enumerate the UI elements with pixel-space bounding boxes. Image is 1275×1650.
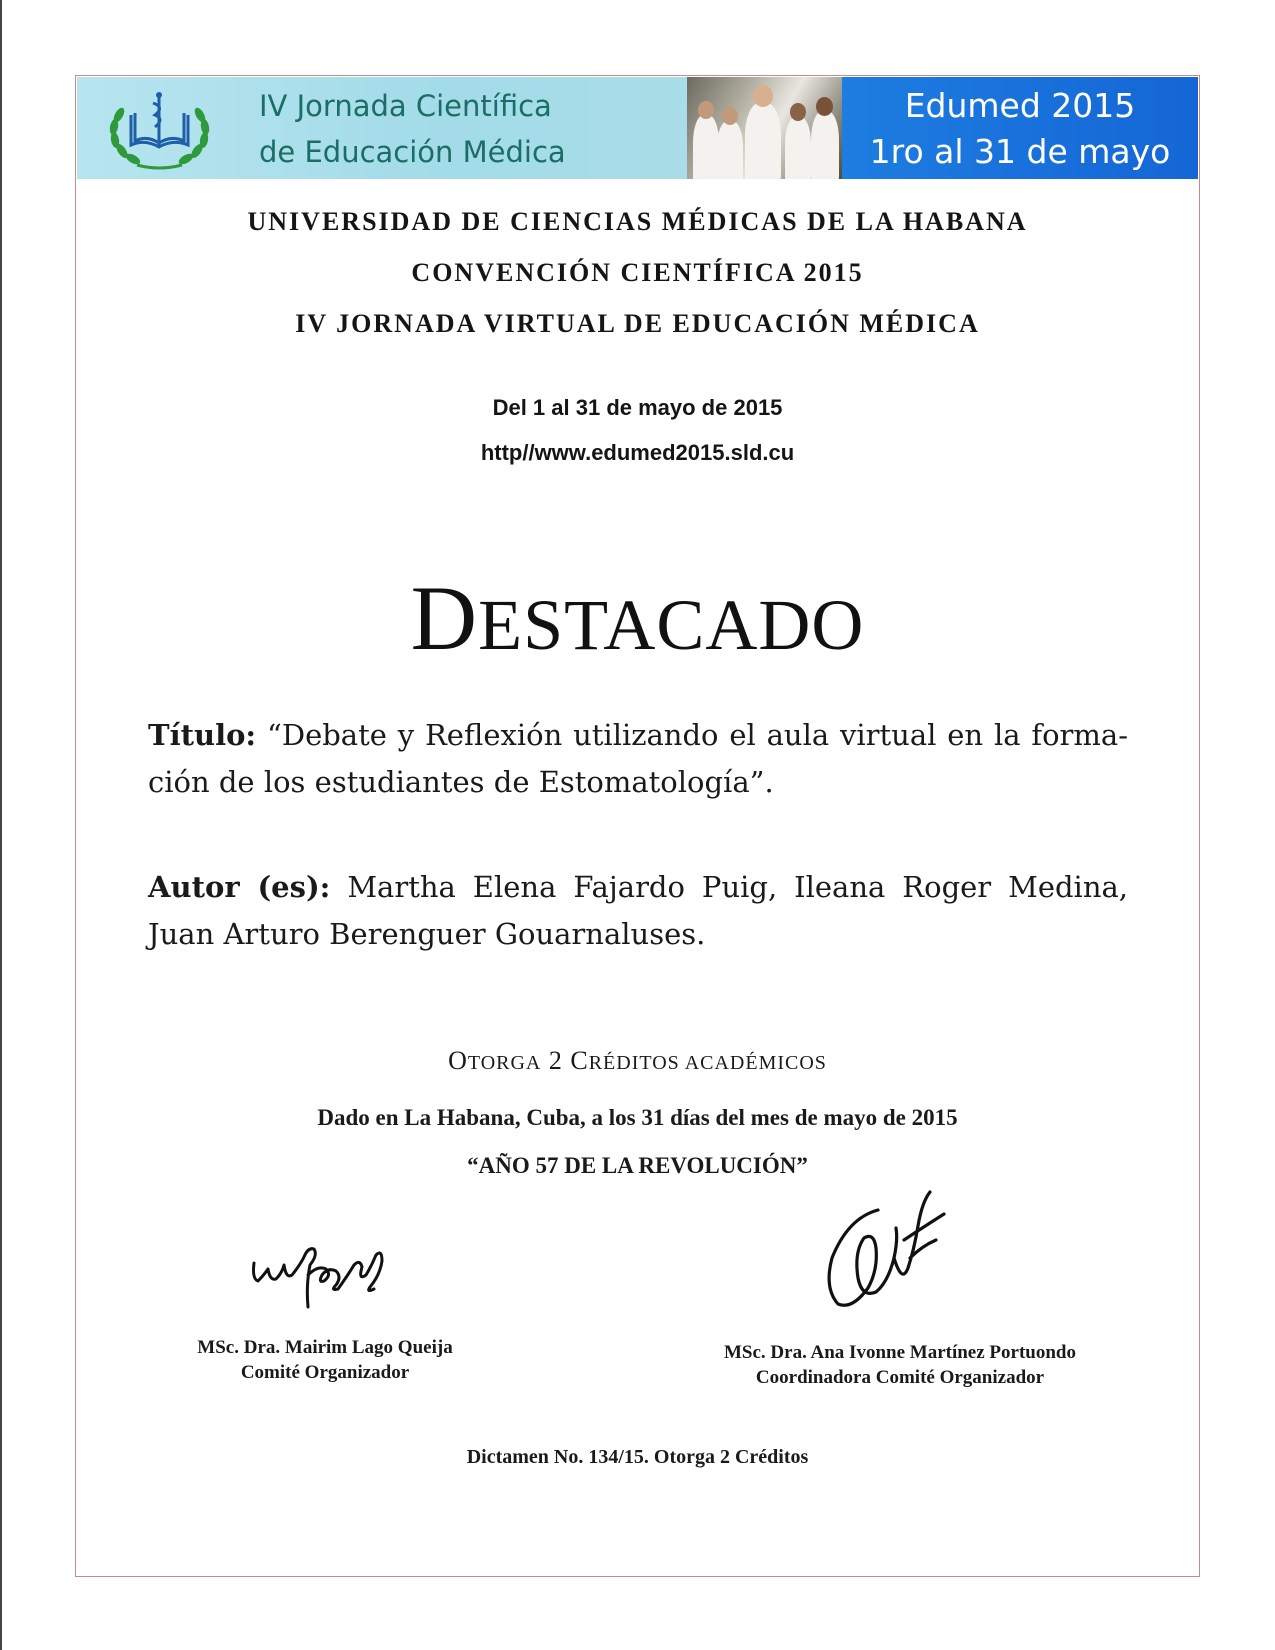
work-title-paragraph: [148, 712, 1128, 806]
event-url: http//www.edumed2015.sld.cu: [480, 440, 795, 465]
work-title-text: “Debate y Reflexión utilizando el aula virtual en la forma-ción de los estudiantes de Estomatología”.: [148, 718, 1128, 799]
event-dates: Del 1 al 31 de mayo de 2015: [492, 395, 783, 420]
authors-label: Autor (es):: [148, 870, 331, 904]
credits-c-rest: RÉDITOS ACADÉMICOS: [588, 1052, 827, 1074]
signatory-left-name: MSc. Dra. Mairim Lago Queija: [197, 1337, 453, 1358]
certificate-heading: [77, 565, 1198, 671]
authors-paragraph: [148, 864, 1128, 958]
signatory-right: [660, 1340, 1140, 1390]
credits-o-initial: O: [448, 1046, 468, 1075]
credits-number: 2: [541, 1046, 571, 1075]
authors-text: Martha Elena Fajardo Puig, Ileana Roger Medina, Juan Arturo Berenguer Gouarnaluses.: [148, 870, 1129, 951]
convention-heading: CONVENCIÓN CIENTÍFICA 2015: [411, 258, 864, 287]
work-title-label: Título:: [148, 718, 257, 752]
banner-photo-medical-staff: [687, 77, 842, 179]
banner-title-line2: de Educación Médica: [259, 135, 566, 169]
university-heading: UNIVERSIDAD DE CIENCIAS MÉDICAS DE LA HABANA: [247, 207, 1028, 236]
signatory-right-name: MSc. Dra. Ana Ivonne Martínez Portuondo: [723, 1342, 1076, 1363]
signatory-right-role: Coordinadora Comité Organizador: [755, 1367, 1045, 1388]
banner-event-line1: Edumed 2015: [904, 86, 1136, 125]
signatory-left-role: Comité Organizador: [240, 1362, 410, 1383]
given-in-line: Dado en La Habana, Cuba, a los 31 días del mes de mayo de 2015: [317, 1105, 958, 1130]
event-banner: [77, 77, 1198, 179]
dictamen-line: Dictamen No. 134/15. Otorga 2 Créditos: [466, 1446, 809, 1468]
signature-left: [248, 1235, 398, 1315]
year-motto: “AÑO 57 DE LA REVOLUCIÓN”: [467, 1153, 808, 1178]
banner-left-panel: [77, 77, 687, 179]
page-edge-rule: [0, 0, 2, 1650]
banner-title: [259, 83, 679, 175]
signature-right: [818, 1188, 948, 1313]
signatory-left: [150, 1335, 500, 1385]
banner-event-panel: [842, 77, 1198, 179]
jornada-heading: IV JORNADA VIRTUAL DE EDUCACIÓN MÉDICA: [295, 309, 980, 338]
banner-event-line2: 1ro al 31 de mayo: [869, 132, 1171, 171]
laurel-book-logo-icon: [97, 85, 222, 173]
banner-title-line1: IV Jornada Científica: [259, 89, 552, 123]
certificate-heading-initial: D: [410, 567, 479, 669]
credits-o-rest: TORGA: [467, 1052, 542, 1074]
credits-c-initial: C: [570, 1046, 589, 1075]
credits-line: [77, 1046, 1198, 1076]
certificate-heading-rest: ESTACADO: [478, 585, 865, 665]
